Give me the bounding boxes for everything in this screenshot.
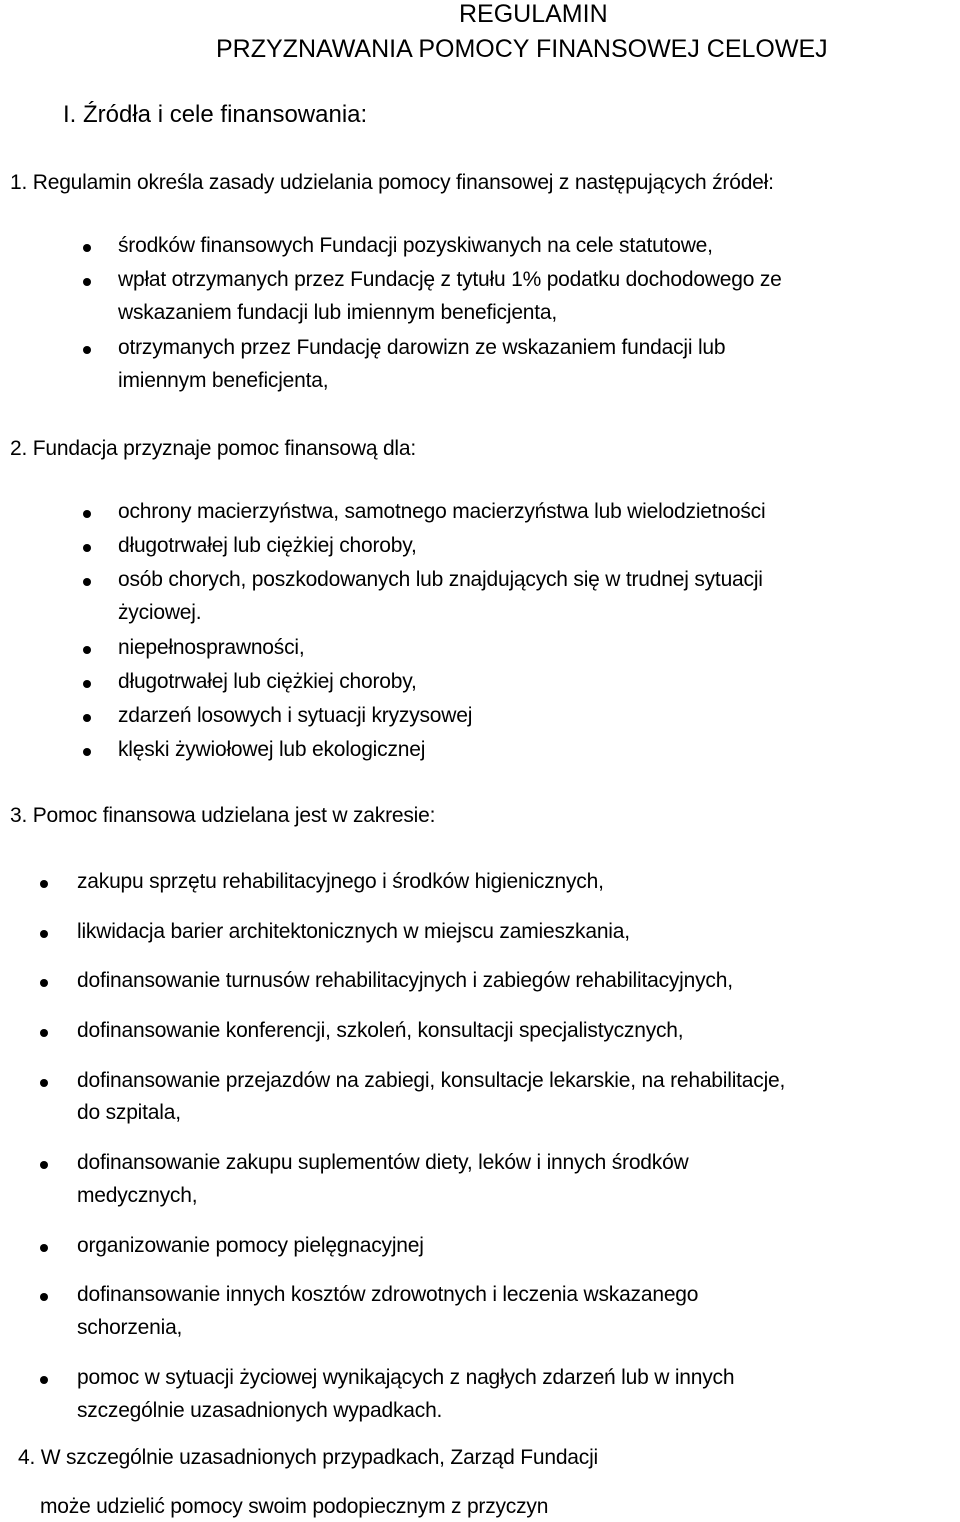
list-item-text: do szpitala, (77, 1101, 181, 1124)
list-item-text: schorzenia, (77, 1316, 183, 1339)
bullet-icon (83, 346, 91, 354)
list-item-text: zdarzeń losowych i sytuacji kryzysowej (118, 704, 473, 727)
list-item-text: imiennym beneficjenta, (118, 369, 329, 392)
bullet-icon (40, 1244, 48, 1252)
bullet-icon (83, 680, 91, 688)
list-item-text: dofinansowanie innych kosztów zdrowotnych i leczenia wskazanego (77, 1283, 699, 1306)
section-heading-sources: I. Źródła i cele finansowania: (63, 101, 368, 128)
bullet-icon (40, 930, 48, 938)
list-item-text: otrzymanych przez Fundację darowizn ze wskazaniem fundacji lub (118, 336, 726, 359)
bullet-icon (40, 1029, 48, 1037)
bullet-icon (83, 748, 91, 756)
list-item-text: wpłat otrzymanych przez Fundację z tytułu 1% podatku dochodowego ze (118, 268, 782, 291)
list-item-text: dofinansowanie turnusów rehabilitacyjnych i zabiegów rehabilitacyjnych, (77, 969, 733, 992)
bullet-icon (83, 278, 91, 286)
list-item-text: zakupu sprzętu rehabilitacyjnego i środków higienicznych, (77, 870, 604, 893)
list-item-text: likwidacja barier architektonicznych w miejscu zamieszkania, (77, 920, 630, 943)
bullet-icon (40, 880, 48, 888)
list-item-text: środków finansowych Fundacji pozyskiwanych na cele statutowe, (118, 234, 713, 257)
bullet-icon (40, 1161, 48, 1169)
list-item-text: dofinansowanie zakupu suplementów diety, leków i innych środków (77, 1151, 689, 1174)
document-title: REGULAMIN (459, 0, 608, 28)
list-item-text: organizowanie pomocy pielęgnacyjnej (77, 1234, 424, 1257)
bullet-icon (83, 578, 91, 586)
bullet-icon (40, 979, 48, 987)
list-item-text: dofinansowanie przejazdów na zabiegi, konsultacje lekarskie, na rehabilitacje, (77, 1069, 786, 1092)
list-item-text: klęski żywiołowej lub ekologicznej (118, 738, 426, 761)
bullet-icon (83, 244, 91, 252)
list-item-text: długotrwałej lub ciężkiej choroby, (118, 534, 417, 557)
list-item-text: ochrony macierzyństwa, samotnego macierzyństwa lub wielodzietności (118, 500, 766, 523)
list-item-text: wskazaniem fundacji lub imiennym beneficjenta, (118, 301, 558, 324)
bullet-icon (40, 1079, 48, 1087)
point-2-text: 2. Fundacja przyznaje pomoc finansową dla: (10, 437, 417, 460)
list-item-text: medycznych, (77, 1184, 198, 1207)
point-3-text: 3. Pomoc finansowa udzielana jest w zakresie: (10, 804, 436, 827)
point-4-text-line2: może udzielić pomocy swoim podopiecznym z przyczyn (40, 1495, 549, 1518)
bullet-icon (83, 510, 91, 518)
bullet-icon (40, 1293, 48, 1301)
bullet-icon (83, 714, 91, 722)
list-item-text: życiowej. (118, 601, 202, 624)
point-1-text: 1. Regulamin określa zasady udzielania pomocy finansowej z następujących źródeł: (10, 171, 774, 194)
point-4-text-line1: 4. W szczególnie uzasadnionych przypadkach, Zarząd Fundacji (18, 1446, 599, 1469)
list-item-text: długotrwałej lub ciężkiej choroby, (118, 670, 417, 693)
list-item-text: niepełnosprawności, (118, 636, 305, 659)
list-item-text: osób chorych, poszkodowanych lub znajdujących się w trudnej sytuacji (118, 568, 763, 591)
bullet-icon (83, 544, 91, 552)
list-item-text: dofinansowanie konferencji, szkoleń, konsultacji specjalistycznych, (77, 1019, 684, 1042)
list-item-text: szczególnie uzasadnionych wypadkach. (77, 1399, 443, 1422)
document-subtitle: PRZYZNAWANIA POMOCY FINANSOWEJ CELOWEJ (216, 35, 828, 63)
list-item-text: pomoc w sytuacji życiowej wynikających z nagłych zdarzeń lub w innych (77, 1366, 735, 1389)
bullet-icon (40, 1376, 48, 1384)
bullet-icon (83, 646, 91, 654)
